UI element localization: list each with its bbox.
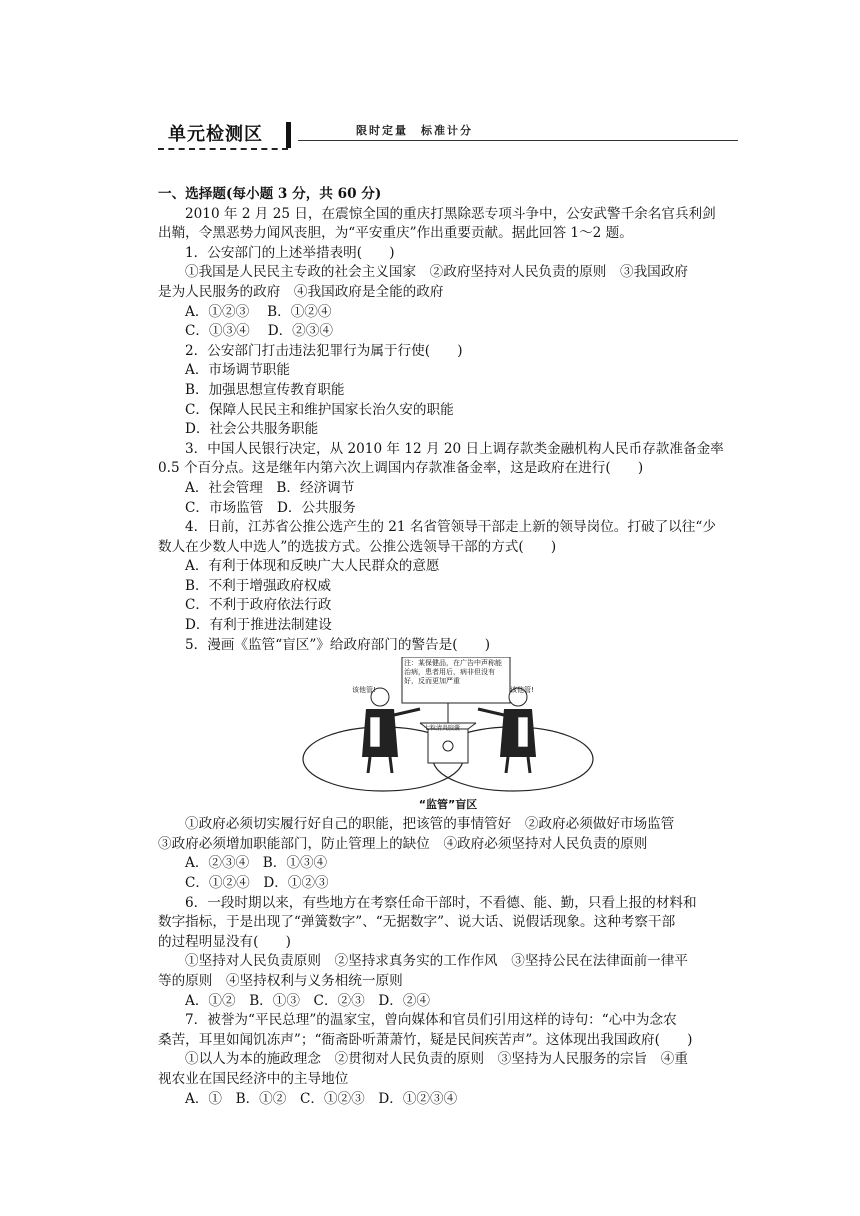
question-6-stem: 6．一段时期以来，有些地方在考察任命干部时，不看德、能、勤，只看上报的材料和 [185,894,697,911]
cartoon-left-speech: 该他管! [352,686,376,695]
question-6-stem: 数字指标，于是出现了“弹簧数字”、“无据数字”、说大话、说假话现象。这种考察干部 [158,914,676,931]
question-4-stem: 4．日前，江苏省公推公选产生的 21 名省管领导干部走上新的领导岗位。打破了以往“少 [185,519,716,536]
question-1-options: 是为人民服务的政府 ④我国政府是全能的政府 [158,283,444,300]
question-7-stem: 桑苦，耳里如闻饥冻声”；“衙斋卧听萧萧竹，疑是民间疾苦声”。这体现出我国政府( ) [158,1031,693,1048]
question-5-options: ①政府必须切实履行好自己的职能，把该管的事情管好 ②政府必须做好市场监管 [185,816,675,833]
question-5-choice: C．①②④ D．①②③ [185,875,329,892]
question-5-stem: 5．漫画《监管“盲区”》给政府部门的警告是( ) [185,636,491,653]
intro-line: 出鞘，令黑恶势力闻风丧胆，为“平安重庆”作出重要贡献。据此回答 1～2 题。 [158,225,633,242]
question-4-choice: B．不利于增强政府权威 [185,577,331,594]
question-4-choice: C．不利于政府依法行政 [185,597,332,614]
header-rule [298,140,738,141]
question-5-options: ③政府必须增加职能部门，防止管理上的缺位 ④政府必须坚持对人民负责的原则 [158,835,648,852]
question-1-stem: 1．公安部门的上述举措表明( ) [185,244,395,261]
question-3-choice: C．市场监管 D．公共服务 [185,499,356,516]
question-2-stem: 2．公安部门打击违法犯罪行为属于行使( ) [185,342,463,359]
question-2-choice: B．加强思想宣传教育职能 [185,381,345,398]
question-2-choice: C．保障人民民主和维护国家长治久安的职能 [185,401,454,418]
header-underline [158,148,288,150]
question-4-choice: A．有利于体现和反映广大人民群众的意愿 [185,558,440,575]
question-4-choice: D．有利于推进法制建设 [185,617,332,634]
section-title: 一、选择题(每小题 3 分，共 60 分) [158,186,382,202]
cartoon-box-label: 七粒清炎胶囊 [424,725,461,733]
question-7-options: ①以人为本的施政理念 ②贯彻对人民负责的原则 ③坚持为人民服务的宗旨 ④重 [185,1051,688,1068]
header-subtitle: 限时定量 标准计分 [356,124,473,137]
question-5-choice: A．②③④ B．①③④ [185,855,328,872]
question-6-choice: A．①② B．①③ C．②③ D．②④ [185,992,431,1009]
question-1-choice: A．①②③ B．①②④ [185,303,332,320]
question-1-options: ①我国是人民民主专政的社会主义国家 ②政府坚持对人民负责的原则 ③我国政府 [185,264,688,281]
question-6-options: ①坚持对人民负责原则 ②坚持求真务实的工作作风 ③坚持公民在法律面前一律平 [185,953,688,970]
cartoon-bubble-text: 注：某保健品，在广告中声称能治病，患者用后，病非但没有好，反而更加严重 [404,659,502,686]
header-title: 单元检测区 [168,124,263,145]
question-2-choice: A．市场调节职能 [185,362,290,379]
cartoon-right-speech: 该他管! [510,686,534,695]
intro-line: 2010 年 2 月 25 日，在震惊全国的重庆打黑除恶专项斗争中，公安武警千余名官兵利剑 [185,205,716,222]
cartoon-caption: “监管”盲区 [418,798,478,812]
question-7-choice: A．① B．①② C．①②③ D．①②③④ [185,1090,458,1107]
question-6-options: 等的原则 ④坚持权利与义务相统一原则 [158,973,403,989]
question-7-options: 视农业在国民经济中的主导地位 [158,1070,349,1087]
cartoon-illustration [158,657,738,797]
header-bar [286,122,291,148]
question-7-stem: 7．被誉为“平民总理”的温家宝，曾向媒体和官员们引用这样的诗句：“心中为念农 [185,1012,677,1029]
question-content [158,185,738,1109]
question-1-choice: C．①③④ D．②③④ [185,323,333,340]
question-3-stem: 3．中国人民银行决定，从 2010 年 12 月 20 日上调存款类金融机构人民币存款准备金率 [185,440,724,457]
question-3-choice: A．社会管理 B．经济调节 [185,479,355,496]
unit-test-header [158,118,738,158]
question-3-stem: 0.5 个百分点。这是继年内第六次上调国内存款准备金率，这是政府在进行( ) [158,460,644,477]
question-2-choice: D．社会公共服务职能 [185,421,319,438]
question-6-stem: 的过程明显没有( ) [158,933,291,950]
question-4-stem: 数人在少数人中选人”的选拔方式。公推公选领导干部的方式( ) [158,538,557,555]
